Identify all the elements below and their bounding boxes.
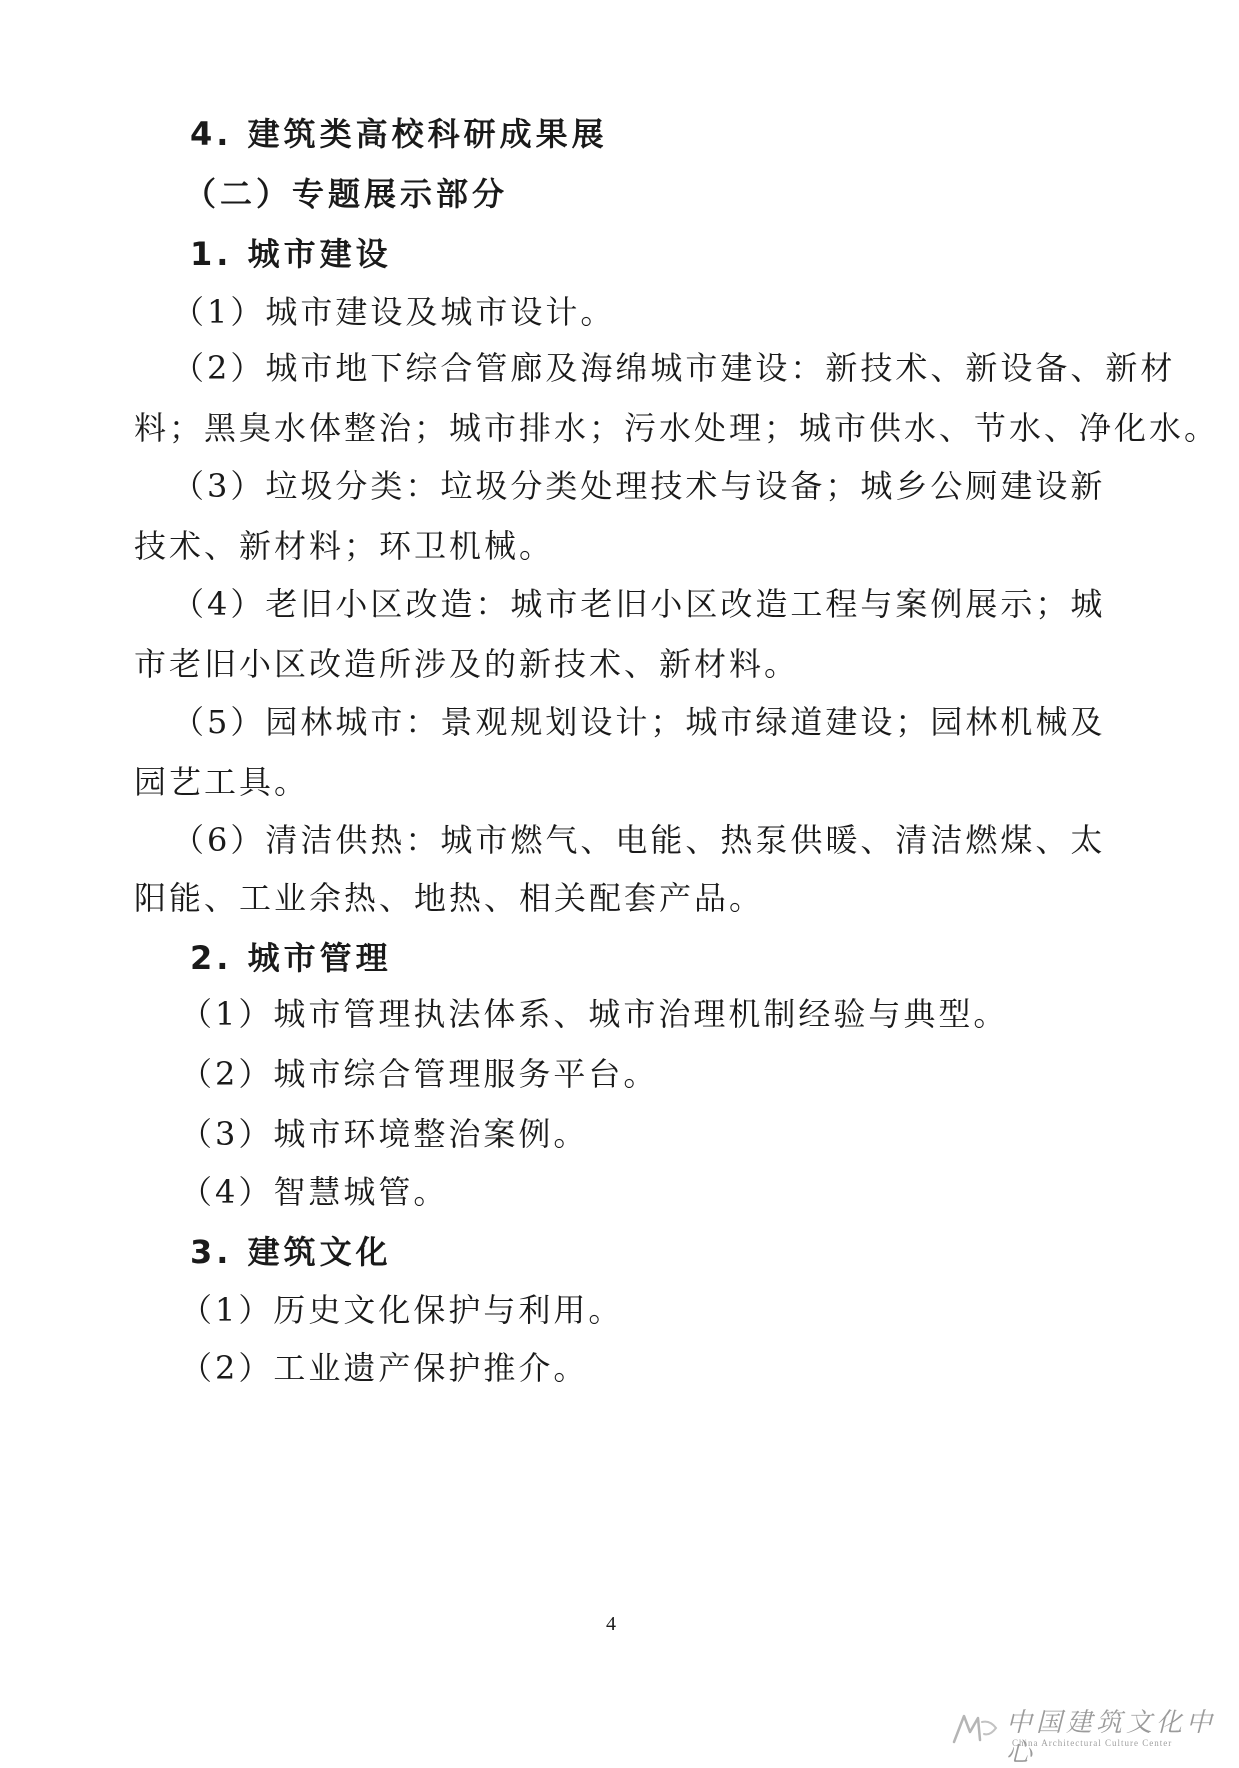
paragraph-line: （1）历史文化保护与利用。 — [180, 1291, 624, 1329]
paragraph-line: （6）清洁供热：城市燃气、电能、热泵供暖、清洁燃煤、太 — [172, 821, 1106, 859]
paragraph-line: （1）城市管理执法体系、城市治理机制经验与典型。 — [180, 995, 1009, 1033]
paragraph-line: （2）城市地下综合管廊及海绵城市建设：新技术、新设备、新材 — [172, 349, 1176, 387]
part-heading: （二）专题展示部分 — [184, 175, 509, 213]
watermark — [950, 1706, 1230, 1768]
paragraph-line: 阳能、工业余热、地热、相关配套产品。 — [134, 879, 765, 917]
watermark-chinese: 中国建筑文化中心 — [1006, 1708, 1217, 1768]
section-heading: 4. 建筑类高校科研成果展 — [190, 115, 608, 153]
paragraph-line: 市老旧小区改造所涉及的新技术、新材料。 — [134, 645, 800, 683]
paragraph-line: （5）园林城市：景观规划设计；城市绿道建设；园林机械及 — [172, 703, 1106, 741]
paragraph-line: 园艺工具。 — [134, 763, 310, 801]
page-number: 4 — [606, 1613, 616, 1635]
paragraph-line: （1）城市建设及城市设计。 — [172, 293, 616, 331]
paragraph-line: （3）垃圾分类：垃圾分类处理技术与设备；城乡公厕建设新 — [172, 467, 1106, 505]
paragraph-line: （2）工业遗产保护推介。 — [180, 1349, 589, 1387]
section-heading: 3. 建筑文化 — [190, 1233, 392, 1271]
paragraph-line: （4）智慧城管。 — [180, 1173, 449, 1211]
section-heading: 1. 城市建设 — [190, 235, 392, 273]
watermark-english: China Architectural Culture Center — [1012, 1738, 1173, 1748]
paragraph-line: （2）城市综合管理服务平台。 — [180, 1055, 659, 1093]
paragraph-line: 技术、新材料；环卫机械。 — [134, 527, 555, 565]
paragraph-line: 料；黑臭水体整治；城市排水；污水处理；城市供水、节水、净化水。 — [134, 409, 1220, 447]
logo-icon — [950, 1710, 1000, 1746]
section-heading: 2. 城市管理 — [190, 939, 392, 977]
paragraph-line: （4）老旧小区改造：城市老旧小区改造工程与案例展示；城 — [172, 585, 1106, 623]
paragraph-line: （3）城市环境整治案例。 — [180, 1115, 589, 1153]
